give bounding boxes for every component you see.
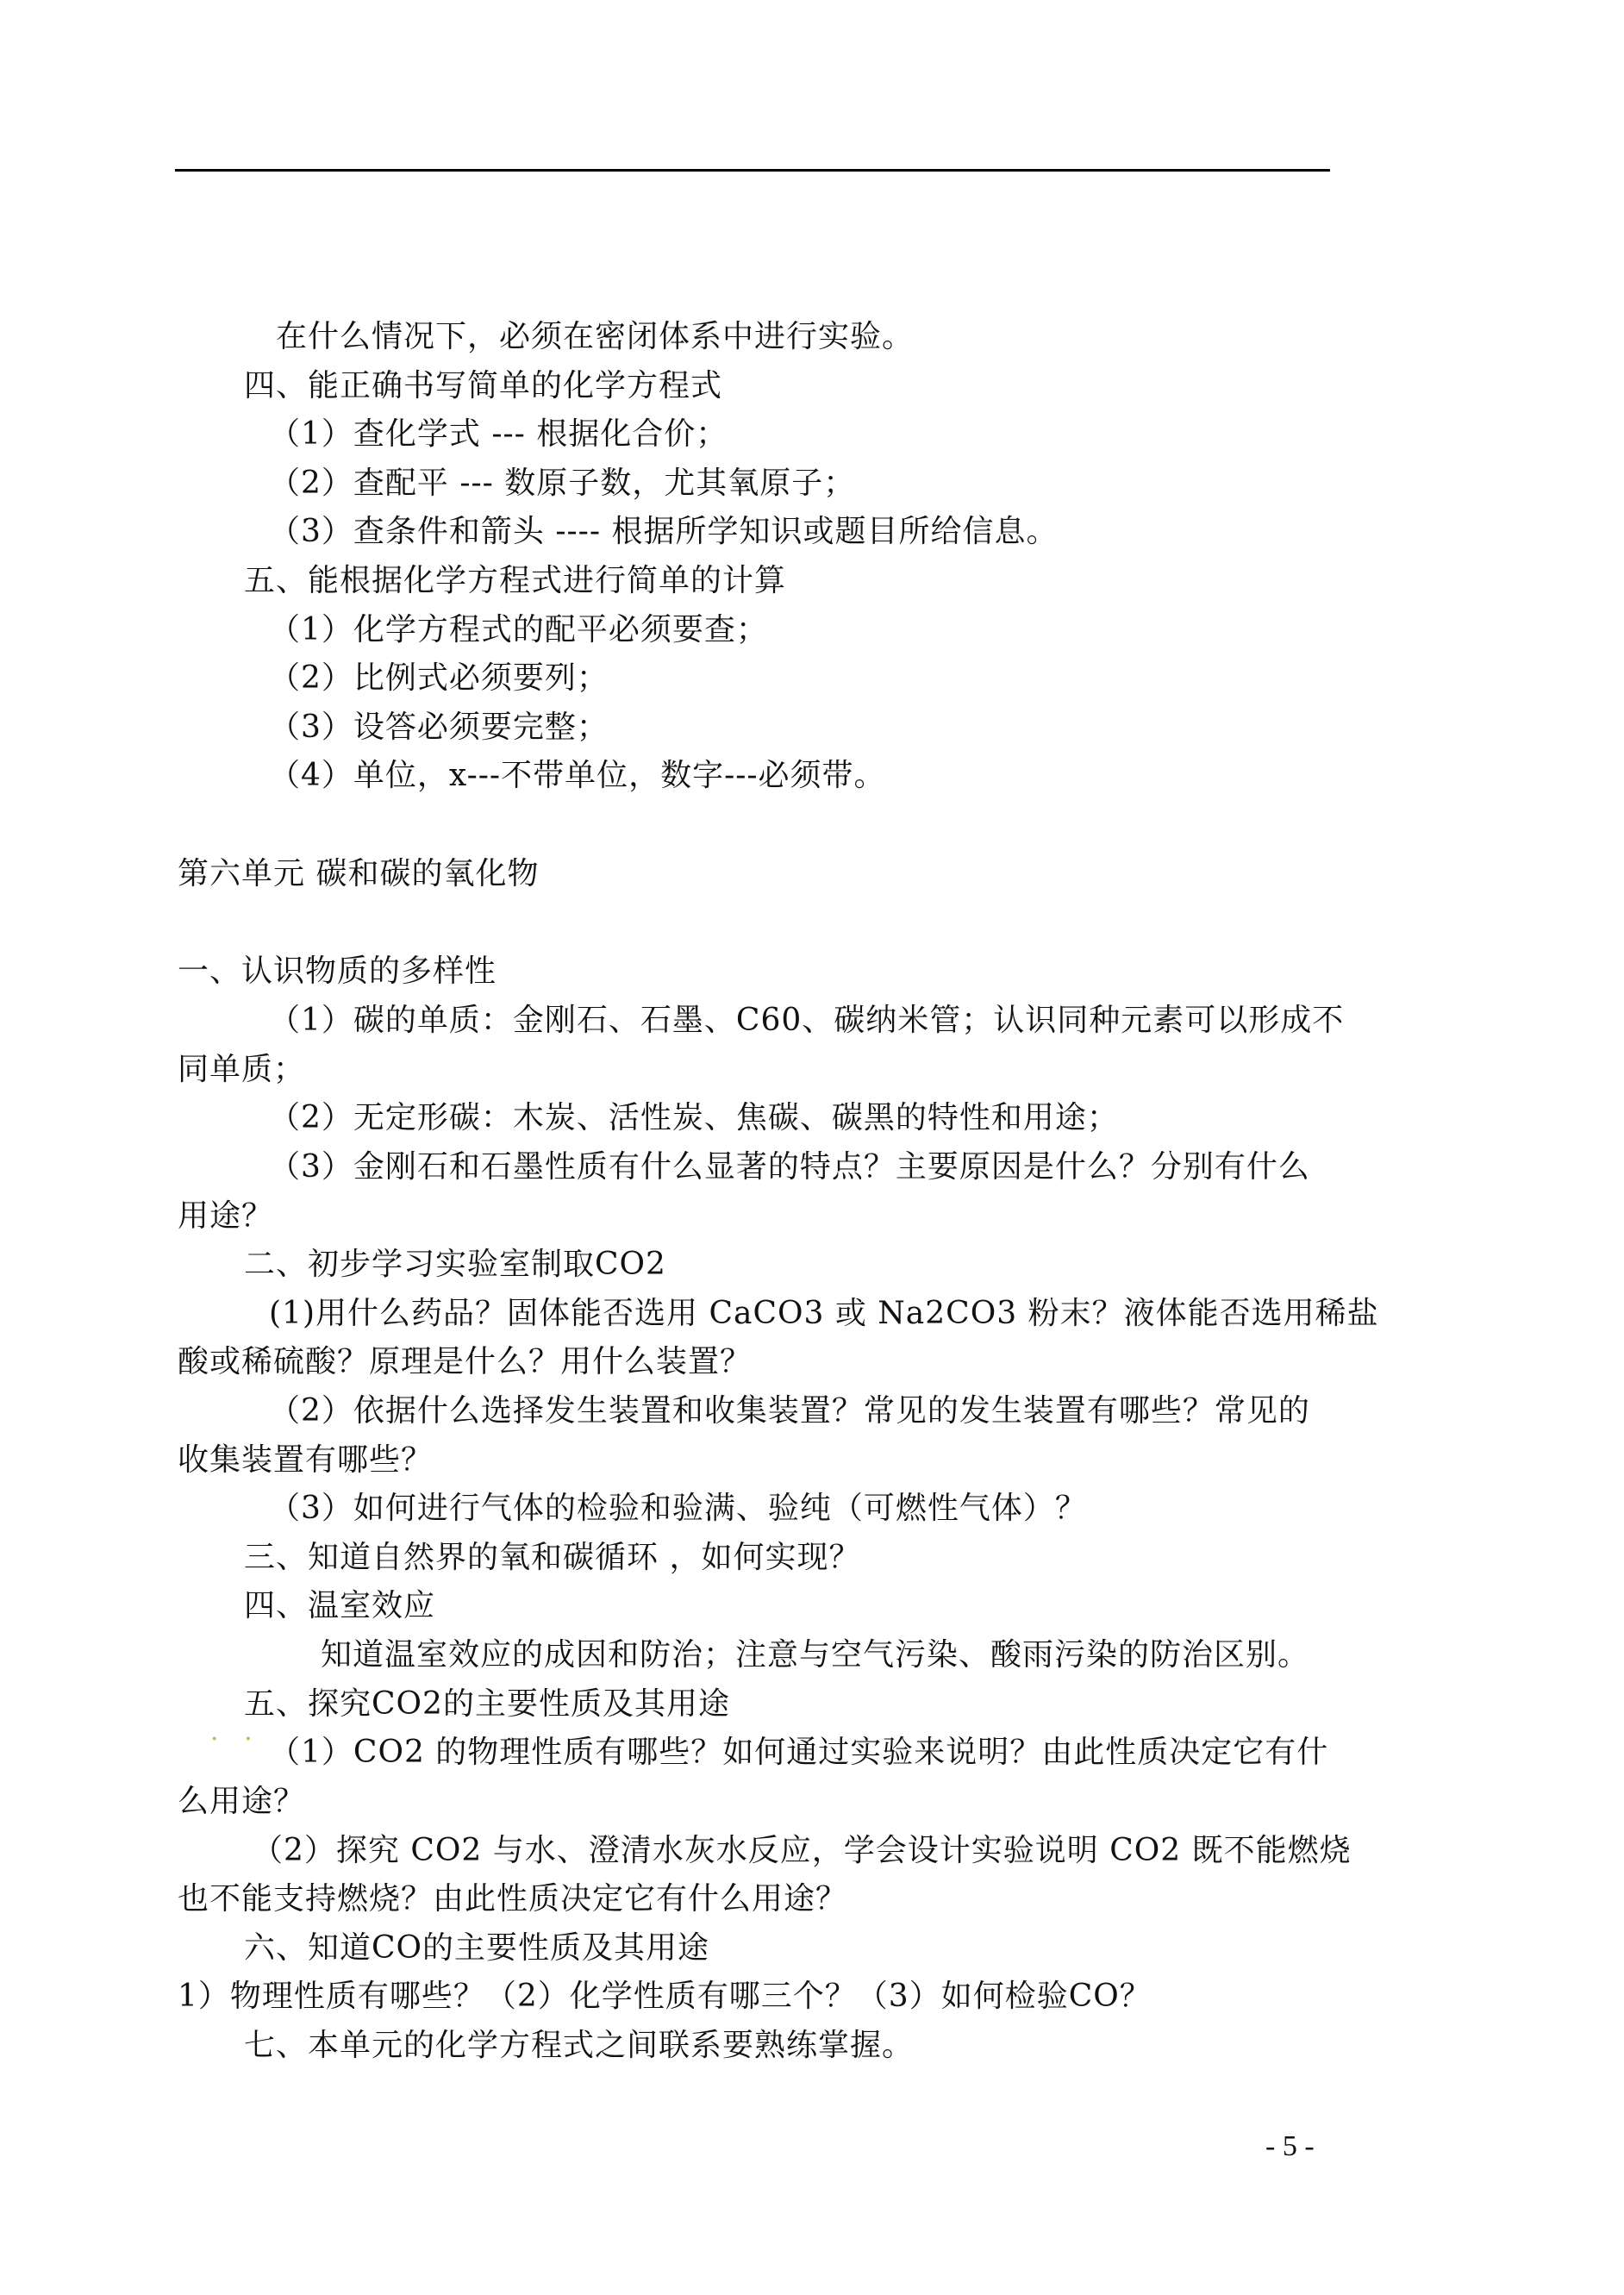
list-item: （2）依据什么选择发生装置和收集装置？常见的发生装置有哪些？常见的 [269,1393,1310,1429]
section-heading: 五、能根据化学方程式进行简单的计算 [244,563,787,598]
list-item: （2）无定形碳：木炭、活性炭、焦碳、碳黑的特性和用途； [269,1100,1119,1135]
text-line: 用途？ [178,1198,274,1234]
text-line: 么用途？ [178,1784,306,1819]
unit-title: 第六单元 碳和碳的氧化物 [178,856,540,891]
text-line: 收集装置有哪些？ [178,1442,434,1478]
section-heading: 一、认识物质的多样性 [178,954,497,989]
section-heading: 三、知道自然界的氧和碳循环 ，如何实现？ [244,1540,861,1575]
header-rule [175,169,1330,172]
section-heading: 六、知道CO的主要性质及其用途 [244,1930,710,1966]
text-line: 也不能支持燃烧？由此性质决定它有什么用途？ [178,1881,848,1917]
section-heading: 四、温室效应 [244,1588,436,1623]
list-item: 1）物理性质有哪些？（2）化学性质有哪三个？（3）如何检验CO？ [178,1979,1152,2014]
section-heading: 五、探究CO2的主要性质及其用途 [244,1686,730,1722]
list-item: （4）单位，x---不带单位，数字---必须带。 [269,758,886,793]
list-item: （3）金刚石和石墨性质有什么显著的特点？主要原因是什么？分别有什么 [269,1149,1310,1185]
text-line: 知道温室效应的成因和防治；注意与空气污染、酸雨污染的防治区别。 [321,1637,1310,1673]
list-item: （1）化学方程式的配平必须要查； [269,612,768,647]
page-number: - 5 - [1265,2130,1315,2162]
list-item: （1）碳的单质：金刚石、石墨、C60、碳纳米管；认识同种元素可以形成不 [269,1003,1345,1038]
section-heading: 二、初步学习实验室制取CO2 [244,1247,666,1282]
list-item: （2）探究 CO2 与水、澄清水灰水反应，学会设计实验说明 CO2 既不能燃烧 [252,1833,1352,1868]
list-item: （3）设答必须要完整； [269,710,609,745]
text-line: 酸或稀硫酸？原理是什么？用什么装置？ [178,1344,753,1379]
decorative-dots: . . [210,1717,261,1747]
list-item: （3）查条件和箭头 ---- 根据所学知识或题目所给信息。 [269,514,1059,549]
section-heading: 四、能正确书写简单的化学方程式 [244,368,723,403]
list-item: （2）比例式必须要列； [269,660,609,696]
list-item: （1）查化学式 --- 根据化合价； [269,416,728,452]
list-item: (1)用什么药品？固体能否选用 CaCO3 或 Na2CO3 粉末？液体能否选用稀盐 [269,1296,1379,1331]
text-line: 同单质； [178,1052,306,1087]
list-item: （2）查配平 --- 数原子数，尤其氧原子； [269,466,856,501]
list-item: （3）如何进行气体的检验和验满、验纯（可燃性气体）？ [269,1491,1087,1526]
list-item: （1）CO2 的物理性质有哪些？如何通过实验来说明？由此性质决定它有什 [269,1735,1329,1770]
section-heading: 七、本单元的化学方程式之间联系要熟练掌握。 [244,2028,915,2063]
text-line: 在什么情况下，必须在密闭体系中进行实验。 [276,319,915,354]
